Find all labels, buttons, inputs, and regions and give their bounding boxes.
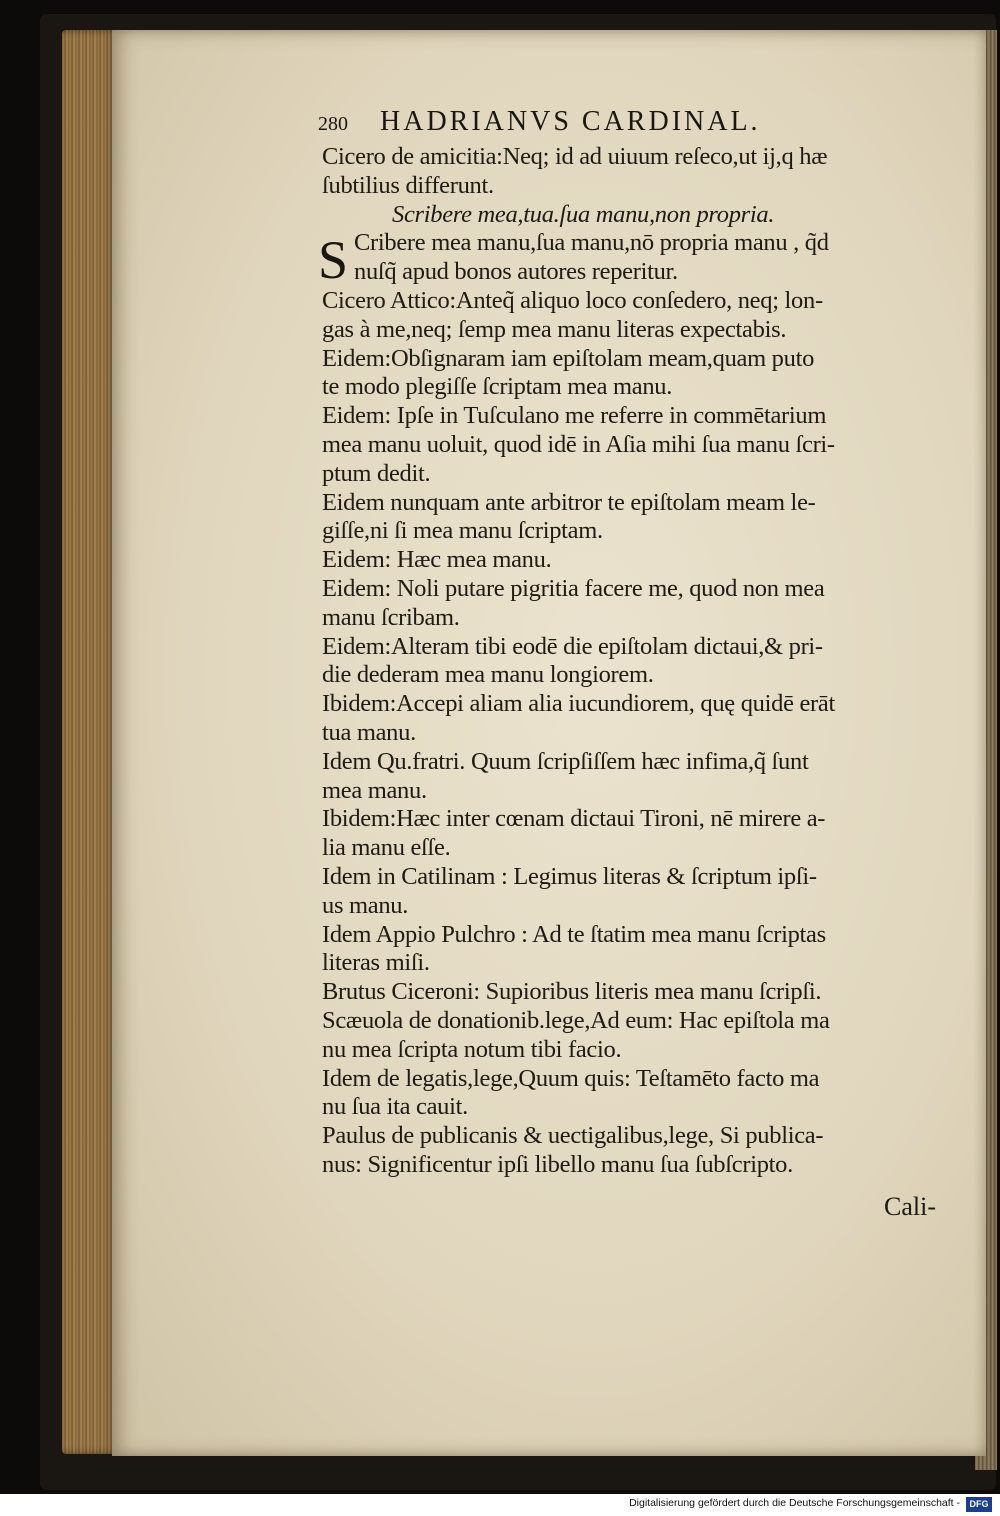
main-text-lines [322,287,962,1180]
text-line: Paulus de publicanis & uectigalibus,lege, Si publica- [322,1122,824,1150]
text-line: Eidem nunquam ante arbitror te epiſtolam meam le- [322,488,816,516]
text-line: Cicero Attico:Anteq̃ aliquo loco conſedero, neq; lon- [322,286,823,314]
page-edges-left [62,30,117,1454]
text-line: nuſq̃ apud bonos autores reperitur. [354,258,678,286]
text-line: te modo plegiſſe ſcriptam mea manu. [322,373,673,401]
page-number: 280 [318,113,348,135]
page-text-block [318,143,962,1180]
text-line: Eidem:Obſignaram iam epiſtolam meam,quam puto [322,344,815,372]
text-line: Ibidem:Accepi aliam alia iucundiorem, quę quidē erāt [322,690,835,718]
text-line: lia manu eſſe. [322,834,451,862]
text-line: tua manu. [322,718,416,746]
text-line: Eidem: Hæc mea manu. [322,546,552,574]
text-line: mea manu. [322,776,427,804]
text-line: nu mea ſcripta notum tibi facio. [322,1035,622,1063]
text-line: Ibidem:Hæc inter cœnam dictaui Tironi, nē mirere a- [322,805,826,833]
text-line: ptum dedit. [322,459,431,487]
section-title: Scribere mea,tua.ſua manu,non propria. [392,200,775,228]
text-line: Idem de legatis,lege,Quum quis: Teſtamēto facto ma [322,1064,820,1092]
text-line: us manu. [322,891,409,919]
text-line: Scæuola de donationib.lege,Ad eum: Hac epiſtola ma [322,1006,830,1034]
running-head-title: HADRIANVS CARDINAL. [380,106,761,137]
text-line: Eidem: Noli putare pigritia facere me, quod non mea [322,574,825,602]
catchword: Cali- [884,1192,936,1221]
text-line: Brutus Ciceroni: Supioribus literis mea manu ſcripſi. [322,978,822,1006]
text-line: giſſe,ni ſi mea manu ſcriptam. [322,517,603,545]
text-line: Idem in Catilinam : Legimus literas & ſcriptum ipſi- [322,862,817,890]
text-line: Eidem:Alteram tibi eodē die epiſtolam dictaui,& pri- [322,632,823,660]
dropcap-letter: S [318,230,348,291]
text-line: die dederam mea manu longiorem. [322,661,654,689]
text-line: manu ſcribam. [322,603,460,631]
text-line: Idem Qu.fratri. Quum ſcripſiſſem hæc infima,q̃ ſunt [322,747,809,775]
dropcap-paragraph [318,229,962,291]
text-line: ſubtilius differunt. [322,171,494,199]
text-line: mea manu uoluit, quod idē in Aſia mihi ſua manu ſcri- [322,430,835,458]
text-line: gas à me,neq; ſemp mea manu literas expectabis. [322,315,787,343]
text-line: Idem Appio Pulchro : Ad te ſtatim mea manu ſcriptas [322,920,826,948]
text-line: nus: Significentur ipſi libello manu ſua ſubſcripto. [322,1150,793,1178]
text-line: Eidem: Ipſe in Tuſculano me referre in commētarium [322,402,827,430]
dfg-logo-icon: DFG [966,1497,992,1512]
text-line: nu ſua ita cauit. [322,1093,468,1121]
text-line: literas miſi. [322,949,430,977]
footer-credit: Digitalisierung gefördert durch die Deutsche Forschungsgemeinschaft - [629,1497,960,1509]
text-line: Cicero de amicitia:Neq; id ad uiuum reſeco,ut ij,q hæ [322,143,828,170]
text-line: Cribere mea manu,ſua manu,nō propria manu , q̃d [354,229,829,257]
running-head [318,106,968,140]
